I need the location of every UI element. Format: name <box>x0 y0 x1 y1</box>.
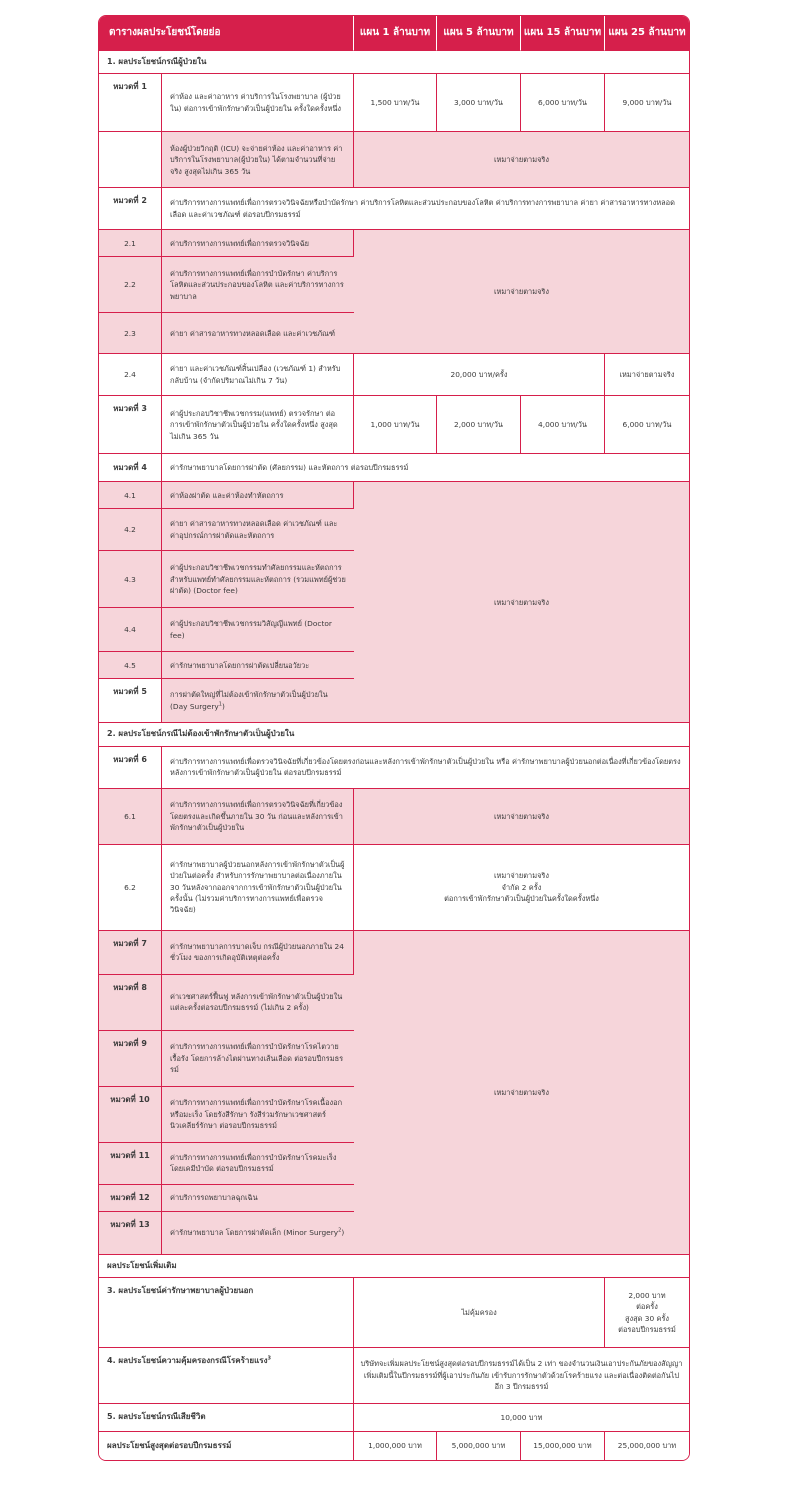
plan-value: 9,000 บาท/วัน <box>605 74 689 132</box>
desc-text: ค่ารักษาพยาบาล โดยการผ่าตัดเล็ก (Minor Surgery <box>170 1228 339 1238</box>
subcategory-label: 4.3 <box>99 551 162 608</box>
empty-cell <box>99 132 162 188</box>
plan-value-merged <box>354 845 689 931</box>
subcategory-description: ค่ายา ค่าสารอาหารทางหลอดเลือด และค่าเวชภัณฑ์ <box>162 313 354 354</box>
category-label: หมวดที่ 5 <box>99 679 162 723</box>
subcategory-description: ค่าผู้ประกอบวิชาชีพเวชกรรมวิสัญญีแพทย์ (Doctor fee) <box>162 608 354 652</box>
subcategory-description: ค่าผู้ประกอบวิชาชีพเวชกรรมทำศัลยกรรมและหัตถการสำหรับแพทย์ทำศัลยกรรมและหัตถการ (รวมแพทย์ผู้ช่วยผ่าตัด) (Doctor fee) <box>162 551 354 608</box>
category-description: ค่ารักษาพยาบาลโดยการผ่าตัด (ศัลยกรรม) และหัตถการ ต่อรอบปีกรมธรรม์ <box>162 454 689 482</box>
plan-value: เหมาจ่ายตามจริง <box>605 354 689 396</box>
subcategory-label: 4.4 <box>99 608 162 652</box>
plan-5-header: แผน 5 ล้านบาท <box>437 16 521 51</box>
footnote-marker: 3 <box>267 1355 271 1362</box>
category-label: หมวดที่ 2 <box>99 188 162 230</box>
subcategory-label: 2.2 <box>99 257 162 313</box>
value-line: ต่อการเข้าพักรักษาตัวเป็นผู้ป่วยในครั้งใดครั้งหนึ่ง <box>444 894 599 904</box>
plan-value-merged: เหมาจ่ายตามจริง <box>354 789 689 845</box>
table-row <box>99 1278 689 1348</box>
plan-value-merged: บริษัทจะเพิ่มผลประโยชน์สูงสุดต่อรอบปีกรมธรรม์ได้เป็น 2 เท่า ของจำนวนเงินเอาประกันภัยของสัญญาเพิ่มเติมนี้ในปีกรมธรรม์ที่ผู้เอาประกันภัย เข้ารับการรักษาตัวด้วยโรคร้ายแรง และต่อเนื่องติดต่อกันไปอีก 3 ปีกรมธรรม์ <box>354 1348 689 1404</box>
section-title: ผลประโยชน์เพิ่มเติม <box>99 1255 689 1278</box>
category-label: หมวดที่ 12 <box>99 1185 162 1212</box>
benefits-summary-table <box>98 15 690 1461</box>
benefit-label: ผลประโยชน์สูงสุดต่อรอบปีกรมธรรม์ <box>99 1432 354 1460</box>
value-line: เหมาจ่ายตามจริง <box>494 871 549 881</box>
plan-value-merged: เหมาจ่ายตามจริง <box>354 931 689 1255</box>
table-row <box>99 354 689 396</box>
value-line: ต่อครั้ง <box>636 1302 658 1312</box>
benefit-label: 3. ผลประโยชน์ค่ารักษาพยาบาลผู้ป่วยนอก <box>99 1278 354 1348</box>
plan-value-merged: 10,000 บาท <box>354 1404 689 1432</box>
category-label: หมวดที่ 11 <box>99 1143 162 1185</box>
category-description: ค่าบริการทางการแพทย์เพื่อการบำบัดรักษาโรคมะเร็งโดยเคมีบำบัด ต่อรอบปีกรมธรรม์ <box>162 1143 354 1185</box>
plan-value: 5,000,000 บาท <box>437 1432 521 1460</box>
category-description: ค่าเวชศาสตร์ฟื้นฟู หลังการเข้าพักรักษาตัวเป็นผู้ป่วยในแต่ละครั้งต่อรอบปีกรมธรรม์ (ไม่เกิน 2 ครั้ง) <box>162 975 354 1031</box>
category-description: ค่าบริการรถพยาบาลฉุกเฉิน <box>162 1185 354 1212</box>
benefits-table-wrapper <box>98 15 688 1461</box>
plan-value: 15,000,000 บาท <box>521 1432 605 1460</box>
category-label: หมวดที่ 3 <box>99 396 162 454</box>
category-description <box>162 1212 354 1255</box>
plan-value: 6,000 บาท/วัน <box>605 396 689 454</box>
table-row <box>99 931 689 975</box>
section-outpatient <box>99 723 689 746</box>
subcategory-description: ค่ารักษาพยาบาลผู้ป่วยนอกหลังการเข้าพักรักษาตัวเป็นผู้ป่วยในต่อครั้ง สำหรับการรักษาพยาบาลต่อเนื่องภายใน 30 วันหลังจากออกจากการเข้าพักรักษาตัวเป็นผู้ป่วยในครั้งนั้น (ไม่รวมค่าบริการทางการแพทย์เพื่อตรวจวินิจฉัย) <box>162 845 354 931</box>
category-label: หมวดที่ 8 <box>99 975 162 1031</box>
category-description <box>162 679 354 723</box>
benefit-label: 5. ผลประโยชน์กรณีเสียชีวิต <box>99 1404 354 1432</box>
category-label: หมวดที่ 1 <box>99 74 162 132</box>
category-description: ค่าบริการทางการแพทย์เพื่อตรวจวินิจฉัยที่เกี่ยวข้องโดยตรงก่อนและหลังการเข้าพักรักษาตัวเป็นผู้ป่วยใน หรือ ค่ารักษาพยาบาลผู้ป่วยนอกต่อเนื่องที่เกี่ยวข้องโดยตรงหลังการเข้าพักรักษาตัวเป็นผู้ป่วยใน ต่อรอบปีกรมธรรม์ <box>162 747 689 789</box>
subcategory-label: 2.4 <box>99 354 162 396</box>
category-description: ค่าบริการทางการแพทย์เพื่อการบำบัดรักษาโรคไตวายเรื้อรัง โดยการล้างไตผ่านทางเส้นเลือด ต่อรอบปีกรมธรรม์ <box>162 1031 354 1087</box>
table-row <box>99 1348 689 1404</box>
plan-value: 1,000 บาท/วัน <box>354 396 437 454</box>
table-row <box>99 396 689 454</box>
category-label: หมวดที่ 7 <box>99 931 162 975</box>
subcategory-label: 6.2 <box>99 845 162 931</box>
category-description: ค่าห้อง และค่าอาหาร ค่าบริการในโรงพยาบาล (ผู้ป่วยใน) ต่อการเข้าพักรักษาตัวเป็นผู้ป่วยใน ครั้งใดครั้งหนึ่ง <box>162 74 354 132</box>
table-header-row <box>99 16 689 51</box>
subcategory-label: 4.5 <box>99 652 162 679</box>
plan-value-merged: เหมาจ่ายตามจริง <box>354 132 689 188</box>
category-label: หมวดที่ 9 <box>99 1031 162 1087</box>
subcategory-label: 4.2 <box>99 509 162 551</box>
plan-value: 1,000,000 บาท <box>354 1432 437 1460</box>
footnote-marker: 1 <box>218 701 222 708</box>
plan-1-header: แผน 1 ล้านบาท <box>354 16 437 51</box>
subcategory-description: ค่ายา และค่าเวชภัณฑ์สิ้นเปลือง (เวชภัณฑ์ 1) สำหรับกลับบ้าน (จำกัดปริมาณไม่เกิน 7 วัน) <box>162 354 354 396</box>
subcategory-description: ค่าห้องผ่าตัด และค่าห้องทำหัตถการ <box>162 482 354 509</box>
plan-value: 1,500 บาท/วัน <box>354 74 437 132</box>
category-description: ค่าบริการทางการแพทย์เพื่อการตรวจวินิจฉัยหรือบำบัดรักษา ค่าบริการโลหิตและส่วนประกอบของโลหิต ค่าบริการทางการพยาบาล ค่ายา ค่าสารอาหารทางหลอดเลือด และค่าเวชภัณฑ์ ต่อรอบปีกรมธรรม์ <box>162 188 689 230</box>
table-row <box>99 454 689 482</box>
desc-close: ) <box>221 701 225 711</box>
subcategory-label: 2.3 <box>99 313 162 354</box>
table-row <box>99 747 689 789</box>
value-line: 2,000 บาท <box>628 1290 666 1300</box>
category-description: ค่าบริการทางการแพทย์เพื่อการบำบัดรักษาโรคเนื้องอกหรือมะเร็ง โดยรังสีรักษา รังสีร่วมรักษาเวชศาสตร์นิวเคลียร์รักษา ต่อรอบปีกรมธรรม์ <box>162 1087 354 1143</box>
table-row <box>99 1404 689 1432</box>
plan-value-merged: เหมาจ่ายตามจริง <box>354 482 689 723</box>
plan-value-merged: ไม่คุ้มครอง <box>354 1278 605 1348</box>
category-label: หมวดที่ 6 <box>99 747 162 789</box>
table-row <box>99 230 689 257</box>
benefit-label <box>99 1348 354 1404</box>
footnote-marker: 2 <box>338 1227 342 1234</box>
value-line: จำกัด 2 ครั้ง <box>501 882 542 892</box>
table-row <box>99 188 689 230</box>
category-label: หมวดที่ 4 <box>99 454 162 482</box>
desc-text: การผ่าตัดใหญ่ที่ไม่ต้องเข้าพักรักษาตัวเป็นผู้ป่วยใน (Day Surgery <box>170 690 328 711</box>
table-title: ตารางผลประโยชน์โดยย่อ <box>99 16 354 51</box>
benefit-label-text: 4. ผลประโยชน์ความคุ้มครองกรณีโรคร้ายแรง <box>107 1356 268 1366</box>
plan-value-merged: เหมาจ่ายตามจริง <box>354 230 689 354</box>
category-description: ค่าผู้ประกอบวิชาชีพเวชกรรม(แพทย์) ตรวจรักษา ต่อการเข้าพักรักษาตัวเป็นผู้ป่วยใน ครั้งใดครั้งหนึ่ง สูงสุดไม่เกิน 365 วัน <box>162 396 354 454</box>
table-row <box>99 132 689 188</box>
plan-25-header: แผน 25 ล้านบาท <box>605 16 689 51</box>
plan-value: 2,000 บาท/วัน <box>437 396 521 454</box>
icu-description: ห้องผู้ป่วยวิกฤติ (ICU) จะจ่ายค่าห้อง และค่าอาหาร ค่าบริการในโรงพยาบาล(ผู้ป่วยใน) ได้ตามจำนวนที่จ่ายจริง สูงสุดไม่เกิน 365 วัน <box>162 132 354 188</box>
plan-value: 6,000 บาท/วัน <box>521 74 605 132</box>
subcategory-description: ค่าบริการทางการแพทย์เพื่อการตรวจวินิจฉัย <box>162 230 354 257</box>
table-row <box>99 789 689 845</box>
plan-15-header: แผน 15 ล้านบาท <box>521 16 605 51</box>
plan-value: 25,000,000 บาท <box>605 1432 689 1460</box>
desc-close: ) <box>341 1228 345 1238</box>
plan-value-merged: 20,000 บาท/ครั้ง <box>354 354 605 396</box>
subcategory-label: 6.1 <box>99 789 162 845</box>
value-line: ต่อรอบปีกรมธรรม์ <box>618 1325 676 1335</box>
category-label: หมวดที่ 10 <box>99 1087 162 1143</box>
plan-value: 4,000 บาท/วัน <box>521 396 605 454</box>
subcategory-label: 4.1 <box>99 482 162 509</box>
subcategory-label: 2.1 <box>99 230 162 257</box>
category-label: หมวดที่ 13 <box>99 1212 162 1255</box>
table-row <box>99 1432 689 1460</box>
subcategory-description: ค่ารักษาพยาบาลโดยการผ่าตัดเปลี่ยนอวัยวะ <box>162 652 354 679</box>
category-description: ค่ารักษาพยาบาลการบาดเจ็บ กรณีผู้ป่วยนอกภายใน 24 ชั่วโมง ของการเกิดอุบัติเหตุต่อครั้ง <box>162 931 354 975</box>
value-line: สูงสุด 30 ครั้ง <box>624 1313 670 1323</box>
table-row <box>99 482 689 509</box>
plan-value <box>605 1278 689 1348</box>
subcategory-description: ค่าบริการทางการแพทย์เพื่อการตรวจวินิจฉัยที่เกี่ยวข้อง โดยตรงและเกิดขึ้นภายใน 30 วัน ก่อนและหลังการเข้าพักรักษาตัวเป็นผู้ป่วยใน <box>162 789 354 845</box>
plan-value: 3,000 บาท/วัน <box>437 74 521 132</box>
section-extra <box>99 1255 689 1278</box>
section-title: 2. ผลประโยชน์กรณีไม่ต้องเข้าพักรักษาตัวเป็นผู้ป่วยใน <box>99 723 689 746</box>
section-inpatient <box>99 51 689 74</box>
subcategory-description: ค่ายา ค่าสารอาหารทางหลอดเลือด ค่าเวชภัณฑ์ และค่าอุปกรณ์การผ่าตัดและหัตถการ <box>162 509 354 551</box>
table-row <box>99 845 689 931</box>
subcategory-description: ค่าบริการทางการแพทย์เพื่อการบำบัดรักษา ค่าบริการโลหิตและส่วนประกอบของโลหิต และค่าบริการทางการพยาบาล <box>162 257 354 313</box>
section-title: 1. ผลประโยชน์กรณีผู้ป่วยใน <box>99 51 689 74</box>
table-row <box>99 74 689 132</box>
